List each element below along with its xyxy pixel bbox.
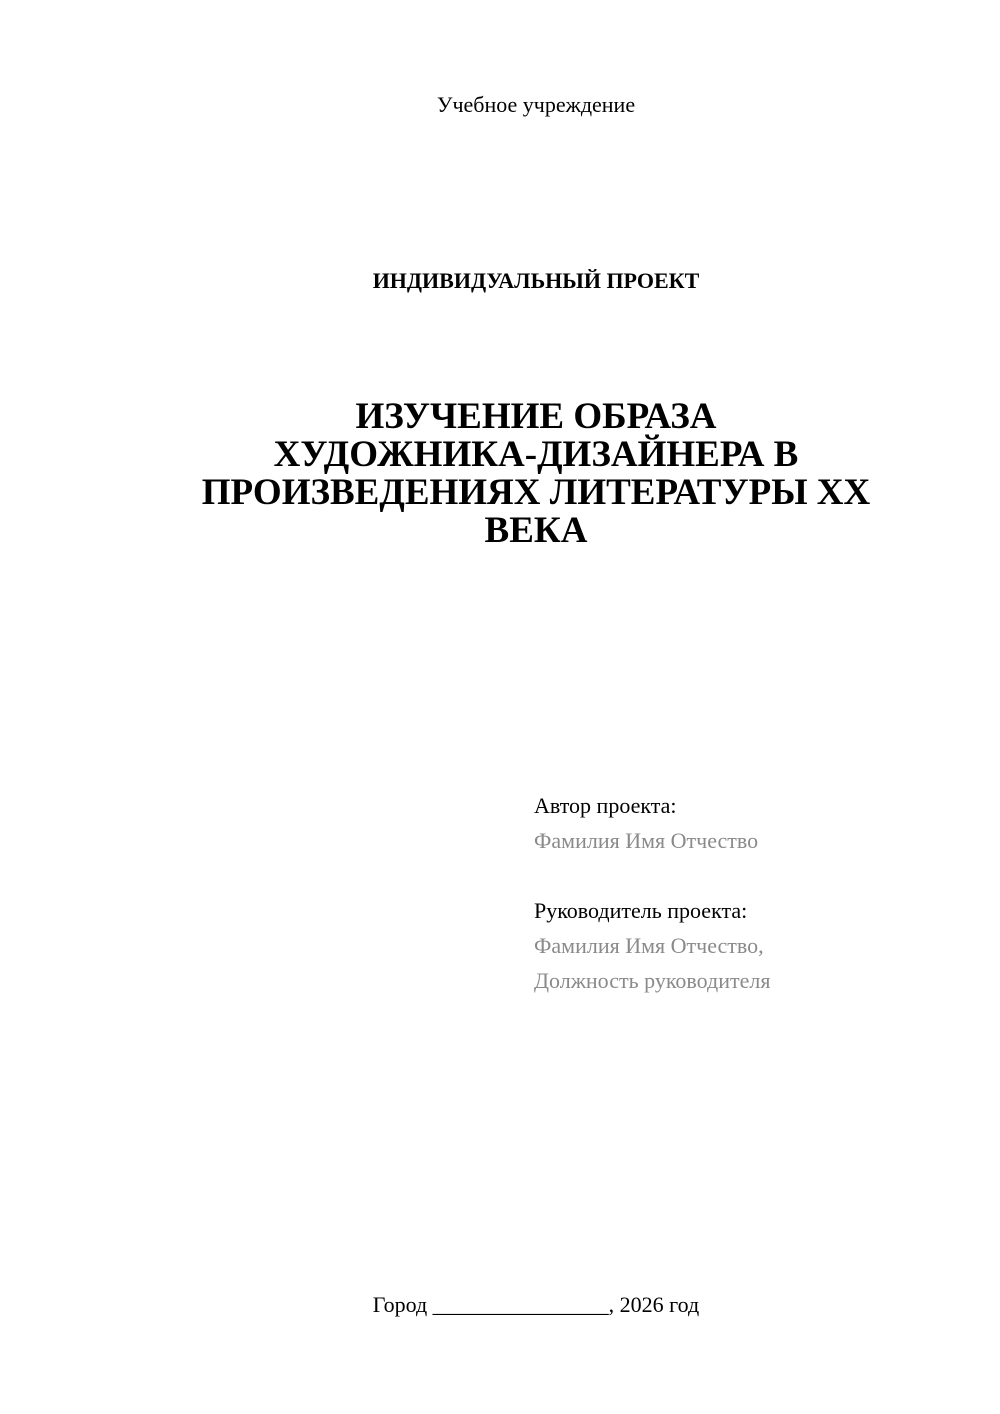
city-year-line: Город ________________, 2026 год: [372, 1292, 700, 1317]
document-type: ИНДИВИДУАЛЬНЫЙ ПРОЕКТ: [372, 268, 700, 293]
institution-name: Учебное учреждение: [436, 92, 636, 117]
author-name: Фамилия Имя Отчество: [534, 828, 759, 853]
project-title-line: ХУДОЖНИКА-ДИЗАЙНЕРА В: [273, 434, 799, 475]
project-title-line: ПРОИЗВЕДЕНИЯХ ЛИТЕРАТУРЫ XX: [201, 472, 871, 513]
project-title-line: ИЗУЧЕНИЕ ОБРАЗА: [355, 396, 717, 437]
project-participants: [534, 788, 974, 998]
project-title-line: ВЕКА: [484, 510, 588, 551]
project-title: [170, 398, 902, 550]
supervisor-label: Руководитель проекта:: [534, 898, 748, 923]
supervisor-name: Фамилия Имя Отчество,: [534, 933, 764, 958]
supervisor-position: Должность руководителя: [534, 968, 771, 993]
spacer: [534, 858, 974, 893]
author-label: Автор проекта:: [534, 793, 677, 818]
